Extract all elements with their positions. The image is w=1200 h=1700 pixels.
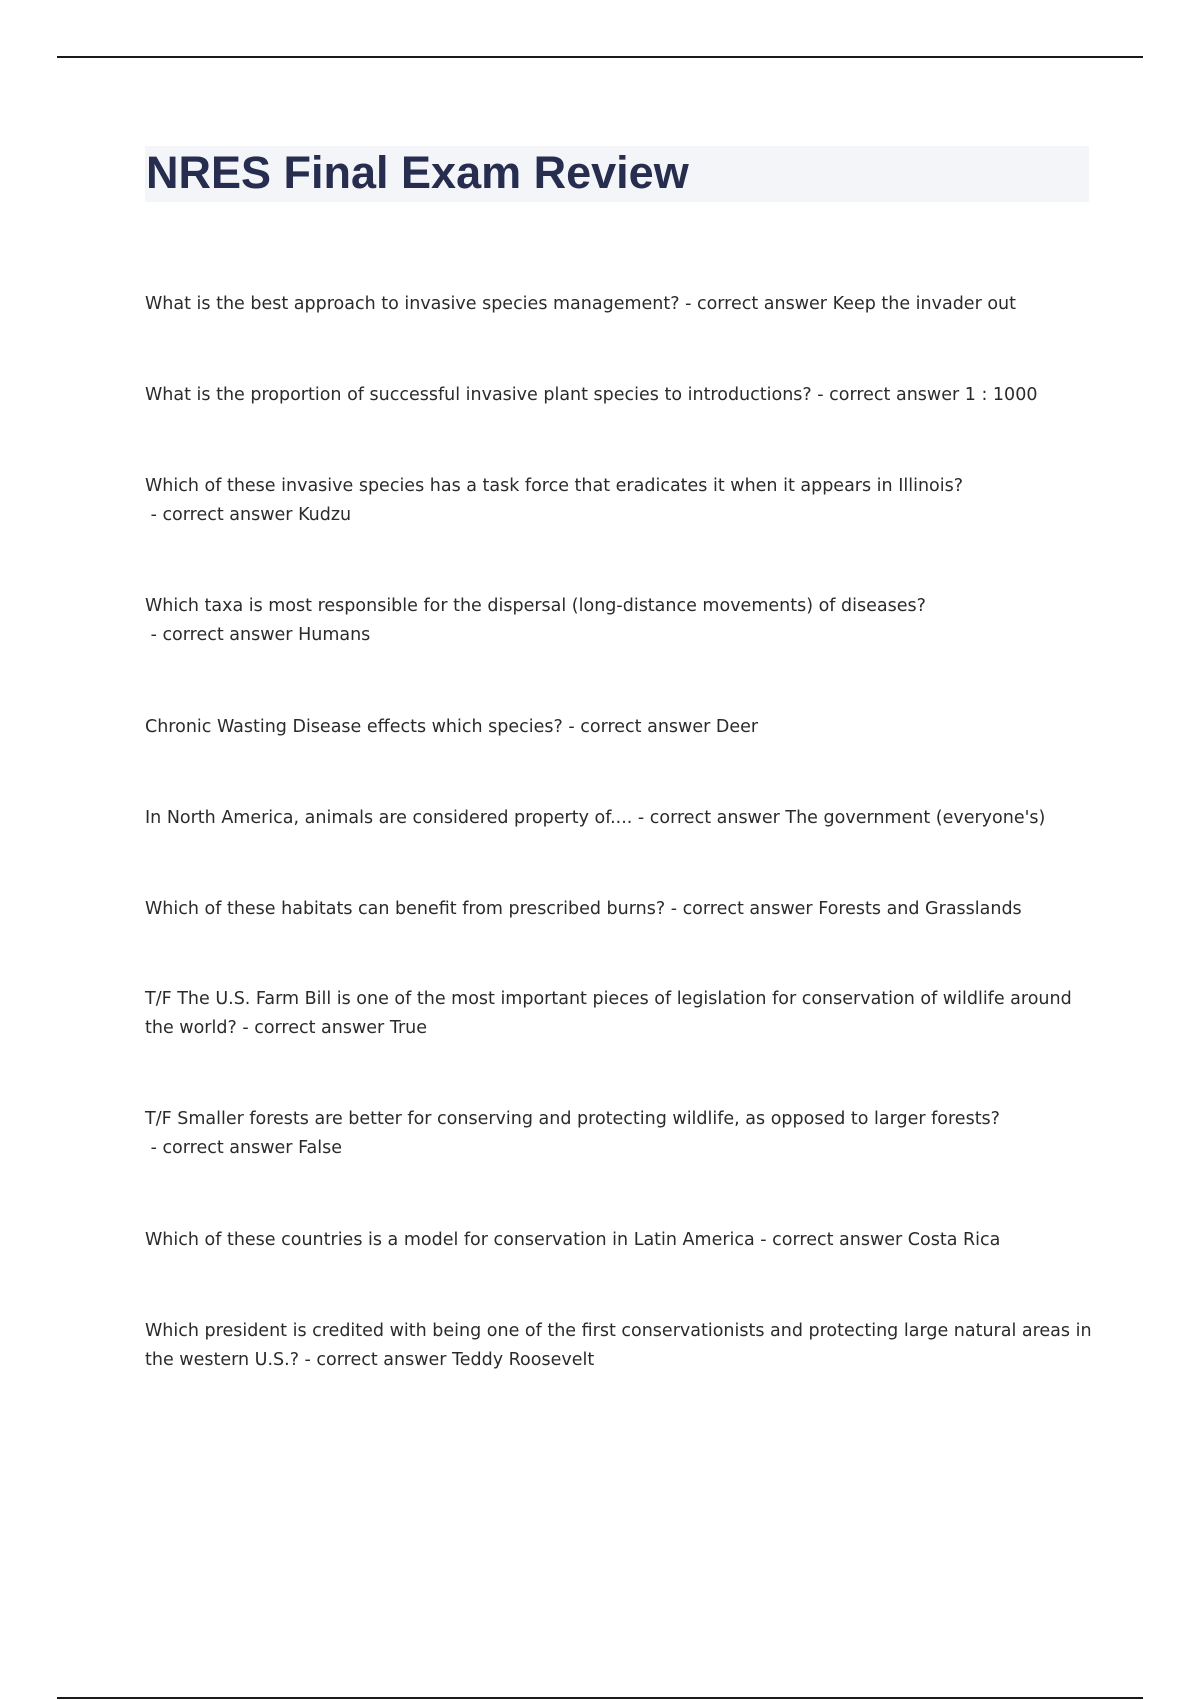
question-text: Which of these habitats can benefit from prescribed burns? [145,899,666,919]
answer-text: The government (everyone's) [785,808,1046,828]
qa-item [145,592,1095,650]
answer-separator: - correct answer [145,505,299,525]
question-text: Chronic Wasting Disease effects which species? [145,717,563,737]
question-text: Which of these countries is a model for conservation in Latin America [145,1230,755,1250]
question-text: Which taxa is most responsible for the dispersal (long-distance movements) of diseases? [145,596,926,616]
question-text: T/F The U.S. Farm Bill is one of the most important pieces of legislation for conservation of wildlife around the world? [145,989,1072,1038]
answer-separator: - correct answer [298,1350,453,1370]
answer-separator: - correct answer [754,1230,908,1250]
answer-text: Keep the invader out [832,294,1016,314]
answer-separator: - correct answer [145,625,299,645]
page-title: NRES Final Exam Review [146,147,689,198]
answer-text: Teddy Roosevelt [452,1350,595,1370]
answer-separator: - correct answer [811,385,965,405]
qa-item [145,1226,1095,1255]
question-text: What is the best approach to invasive species management? [145,294,680,314]
answer-text: False [298,1138,342,1158]
answer-separator: - correct answer [145,1138,299,1158]
answer-text: Humans [298,625,371,645]
qa-item [145,895,1095,924]
answer-separator: - correct answer [665,899,819,919]
question-text: In North America, animals are considered property of.... [145,808,633,828]
qa-item [145,381,1095,410]
answer-text: Deer [715,717,759,737]
answer-text: Kudzu [298,505,352,525]
answer-separator: - correct answer [632,808,786,828]
qa-item [145,1317,1095,1375]
qa-item [145,290,1095,319]
bottom-rule [57,1697,1143,1699]
answer-text: Costa Rica [907,1230,1001,1250]
answer-separator: - correct answer [679,294,833,314]
qa-item [145,472,1095,530]
top-rule [57,56,1143,58]
question-text: Which of these invasive species has a task force that eradicates it when it appears in Illinois? [145,476,964,496]
qa-item [145,1105,1095,1163]
qa-item [145,713,1095,742]
question-text: What is the proportion of successful invasive plant species to introductions? [145,385,812,405]
qa-item [145,985,1095,1043]
question-text: T/F Smaller forests are better for conserving and protecting wildlife, as opposed to larger forests? [145,1109,1000,1129]
answer-text: Forests and Grasslands [818,899,1022,919]
question-text: Which president is credited with being one of the first conservationists and protecting large natural areas in the western U.S.? [145,1321,1092,1370]
qa-item [145,804,1095,833]
answer-separator: - correct answer [562,717,716,737]
answer-separator: - correct answer [236,1018,390,1038]
answer-text: 1 : 1000 [964,385,1038,405]
answer-text: True [389,1018,427,1038]
